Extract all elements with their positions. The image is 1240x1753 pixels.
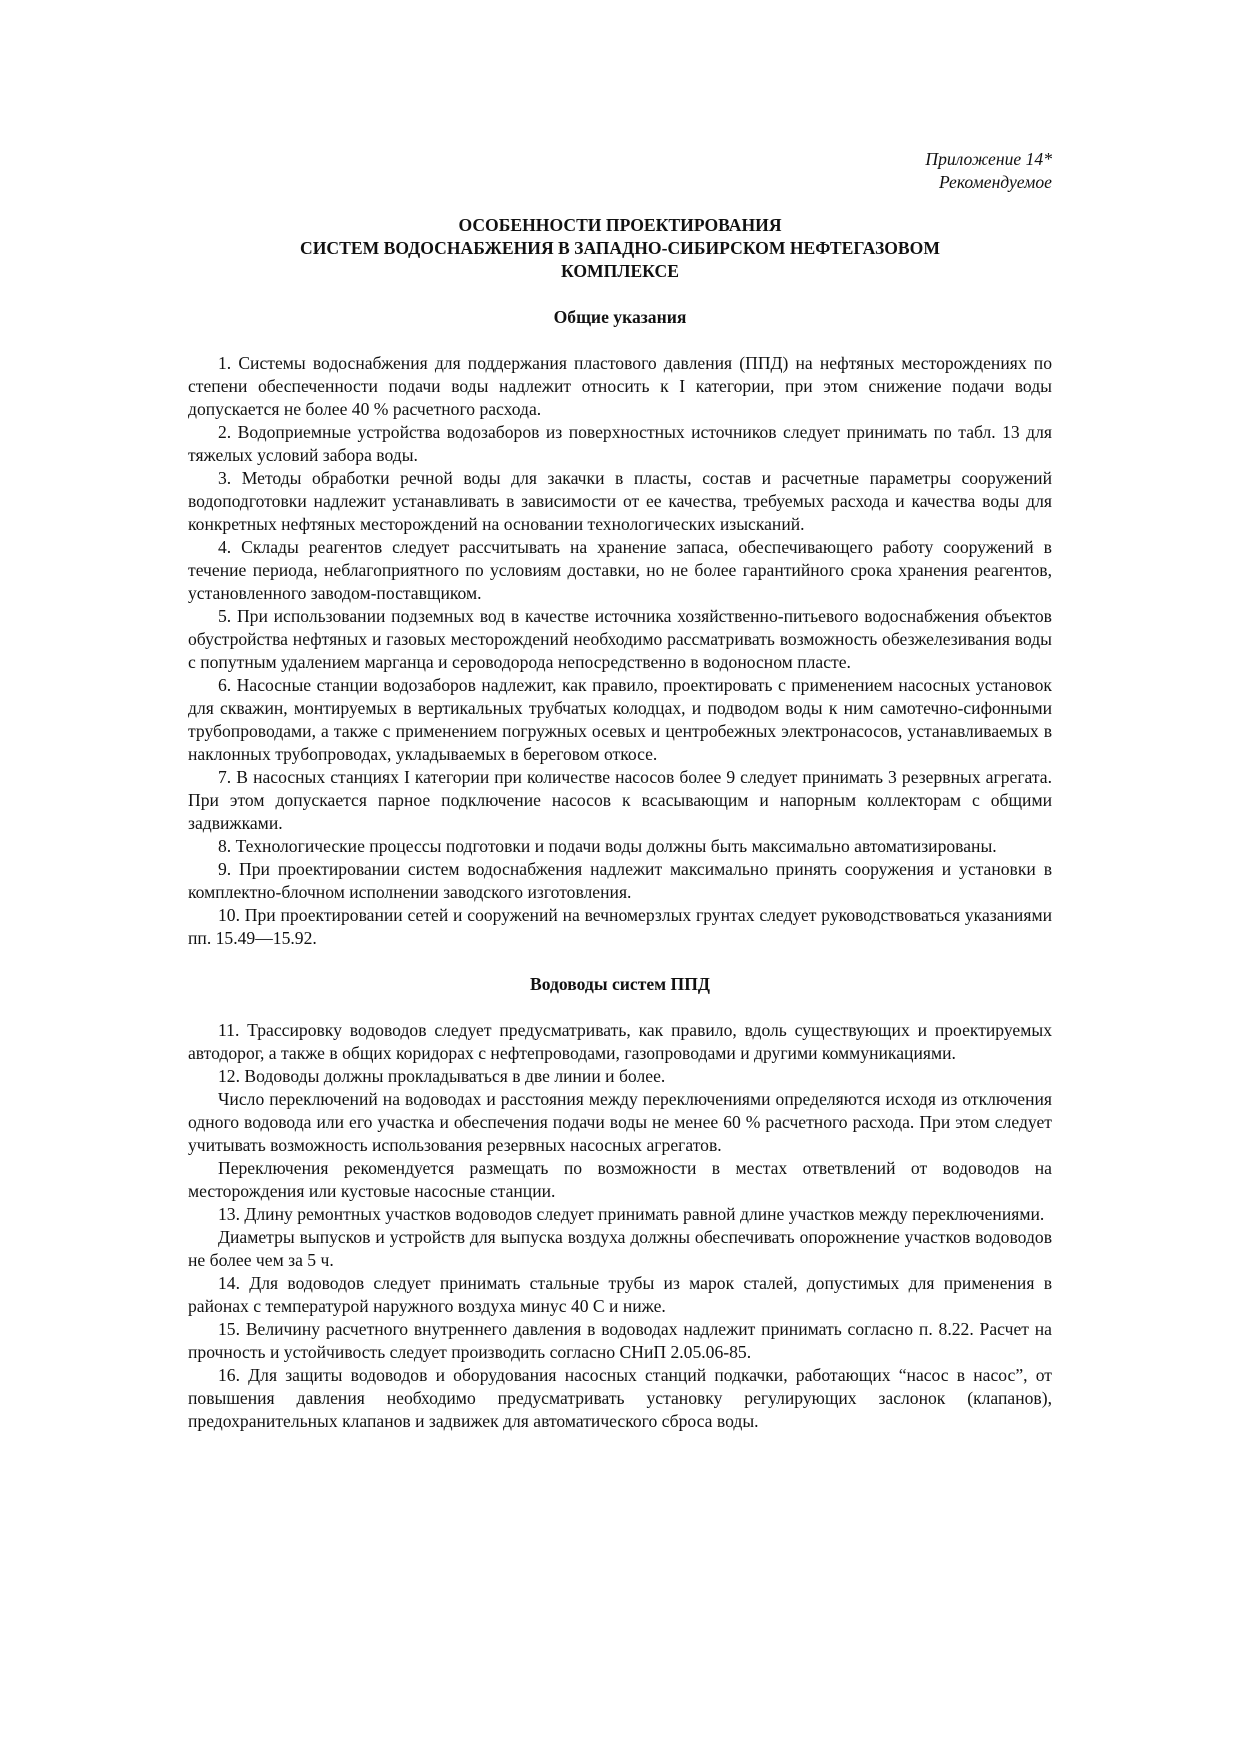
paragraph-6: 6. Насосные станции водозаборов надлежит, как правило, проектировать с применением насосных установок для скважин, монтируемых в вертикальных трубчатых колодцах, и подводом воды к ним самотечно-сифонными трубопроводами, а также с применением погружных осевых и центробежных электронасосов, устанавливаемых в наклонных трубопроводах, укладываемых в береговом откосе. bbox=[188, 675, 1052, 764]
section-general-body bbox=[188, 352, 1052, 950]
paragraph-8: 8. Технологические процессы подготовки и подачи воды должны быть максимально автоматизированы. bbox=[218, 836, 997, 856]
paragraph-5: 5. При использовании подземных вод в качестве источника хозяйственно-питьевого водоснабжения объектов обустройства нефтяных и газовых месторождений необходимо рассматривать возможность обезжелезивания воды с попутным удалением марганца и сероводорода непосредственно в водоносном пласте. bbox=[188, 606, 1052, 672]
title-line-2: СИСТЕМ ВОДОСНАБЖЕНИЯ В ЗАПАДНО-СИБИРСКОМ НЕФТЕГАЗОВОМ bbox=[300, 238, 940, 258]
paragraph-3: 3. Методы обработки речной воды для закачки в пласты, состав и расчетные параметры сооружений водоподготовки надлежит устанавливать в зависимости от ее качества, требуемых расхода и качества воды для конкретных нефтяных месторождений на основании технологических изысканий. bbox=[188, 468, 1052, 534]
section-heading-general: Общие указания bbox=[553, 307, 687, 327]
title-line-3: КОМПЛЕКСЕ bbox=[561, 261, 679, 281]
paragraph-9: 9. При проектировании систем водоснабжения надлежит максимально принять сооружения и установки в комплектно-блочном исполнении заводского изготовления. bbox=[188, 859, 1052, 902]
paragraph-16: 16. Для защиты водоводов и оборудования насосных станций подкачки, работающих “насос в насос”, от повышения давления необходимо предусматривать установку регулирующих заслонок (клапанов), предохранительных клапанов и задвижек для автоматического сброса воды. bbox=[188, 1365, 1052, 1431]
paragraph-12: 12. Водоводы должны прокладываться в две линии и более. bbox=[218, 1066, 666, 1086]
paragraph-1: 1. Системы водоснабжения для поддержания пластового давления (ППД) на нефтяных месторождениях по степени обеспеченности подачи воды надлежит относить к I категории, при этом снижение подачи воды допускается не более 40 % расчетного расхода. bbox=[188, 353, 1052, 419]
paragraph-10: 10. При проектировании сетей и сооружений на вечномерзлых грунтах следует руководствоваться указаниями пп. 15.49—15.92. bbox=[188, 905, 1052, 948]
appendix-number: Приложение 14* bbox=[925, 149, 1052, 169]
section-heading-water-lines: Водоводы систем ППД bbox=[529, 974, 711, 994]
paragraph-12-placement: Переключения рекомендуется размещать по возможности в местах ответвлений от водоводов на месторождения или кустовые насосные станции. bbox=[188, 1158, 1052, 1201]
paragraph-4: 4. Склады реагентов следует рассчитывать на хранение запаса, обеспечивающего работу сооружений в течение периода, неблагоприятного по условиям доставки, но не более гарантийного срока хранения реагентов, установленного заводом-поставщиком. bbox=[188, 537, 1052, 603]
appendix-status: Рекомендуемое bbox=[938, 172, 1052, 192]
paragraph-14: 14. Для водоводов следует принимать стальные трубы из марок сталей, допустимых для применения в районах с температурой наружного воздуха минус 40 С и ниже. bbox=[188, 1273, 1052, 1316]
document-page bbox=[188, 148, 1052, 1433]
document-title bbox=[188, 214, 1052, 283]
section-water-lines-body bbox=[188, 1019, 1052, 1433]
paragraph-2: 2. Водоприемные устройства водозаборов из поверхностных источников следует принимать по табл. 13 для тяжелых условий забора воды. bbox=[188, 422, 1052, 465]
title-line-1: ОСОБЕННОСТИ ПРОЕКТИРОВАНИЯ bbox=[458, 215, 782, 235]
paragraph-7: 7. В насосных станциях I категории при количестве насосов более 9 следует принимать 3 резервных агрегата. При этом допускается парное подключение насосов к всасывающим и напорным коллекторам с общими задвижками. bbox=[188, 767, 1052, 833]
appendix-label bbox=[188, 148, 1052, 194]
paragraph-15: 15. Величину расчетного внутреннего давления в водоводах надлежит принимать согласно п. 8.22. Расчет на прочность и устойчивость следует производить согласно СНиП 2.05.06-85. bbox=[188, 1319, 1052, 1362]
paragraph-13-outlets: Диаметры выпусков и устройств для выпуска воздуха должны обеспечивать опорожнение участков водоводов не более чем за 5 ч. bbox=[188, 1227, 1052, 1270]
paragraph-11: 11. Трассировку водоводов следует предусматривать, как правило, вдоль существующих и проектируемых автодорог, а также в общих коридорах с нефтепроводами, газопроводами и другими коммуникациями. bbox=[188, 1020, 1052, 1063]
paragraph-12-switches: Число переключений на водоводах и расстояния между переключениями определяются исходя из отключения одного водовода или его участка и обеспечения подачи воды не менее 60 % расчетного расхода. При этом следует учитывать возможность использования резервных насосных агрегатов. bbox=[188, 1089, 1052, 1155]
paragraph-13: 13. Длину ремонтных участков водоводов следует принимать равной длине участков между переключениями. bbox=[218, 1204, 1045, 1224]
